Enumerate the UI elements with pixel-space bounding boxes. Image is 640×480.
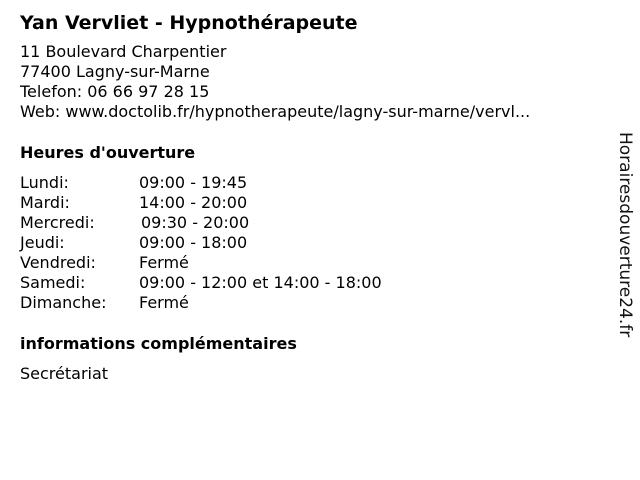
address-city: 77400 Lagny-sur-Marne bbox=[20, 62, 210, 81]
hours-table bbox=[20, 173, 600, 313]
hours-row-mercredi bbox=[20, 213, 600, 233]
info-heading: informations complémentaires bbox=[20, 334, 297, 353]
day-label: Vendredi: bbox=[20, 253, 96, 272]
day-label: Mardi: bbox=[20, 193, 70, 212]
address-street: 11 Boulevard Charpentier bbox=[20, 42, 227, 61]
hours-row-vendredi bbox=[20, 253, 600, 273]
day-label: Lundi: bbox=[20, 173, 69, 192]
time-value: Fermé bbox=[139, 293, 189, 312]
web-line: Web: www.doctolib.fr/hypnotherapeute/lagny-sur-marne/vervl... bbox=[20, 102, 531, 121]
hours-row-lundi bbox=[20, 173, 600, 193]
watermark-text: Horairesdouverture24.fr bbox=[615, 132, 635, 338]
info-text: Secrétariat bbox=[20, 364, 109, 383]
time-value: Fermé bbox=[139, 253, 189, 272]
time-value: 09:00 - 19:45 bbox=[139, 173, 248, 192]
time-value: 14:00 - 20:00 bbox=[139, 193, 248, 212]
time-value: 09:00 - 18:00 bbox=[139, 233, 248, 252]
day-label: Dimanche: bbox=[20, 293, 107, 312]
business-card bbox=[20, 10, 600, 384]
day-label: Mercredi: bbox=[20, 213, 95, 232]
day-label: Samedi: bbox=[20, 273, 86, 292]
phone-line: Telefon: 06 66 97 28 15 bbox=[20, 82, 210, 101]
hours-row-dimanche bbox=[20, 293, 600, 313]
hours-row-mardi bbox=[20, 193, 600, 213]
time-value: 09:00 - 12:00 et 14:00 - 18:00 bbox=[139, 273, 382, 292]
hours-row-samedi bbox=[20, 273, 600, 293]
time-value: 09:30 - 20:00 bbox=[141, 213, 250, 232]
hours-heading: Heures d'ouverture bbox=[20, 143, 196, 162]
business-title: Yan Vervliet - Hypnothérapeute bbox=[20, 12, 358, 34]
hours-row-jeudi bbox=[20, 233, 600, 253]
day-label: Jeudi: bbox=[20, 233, 65, 252]
site-watermark bbox=[610, 132, 636, 344]
